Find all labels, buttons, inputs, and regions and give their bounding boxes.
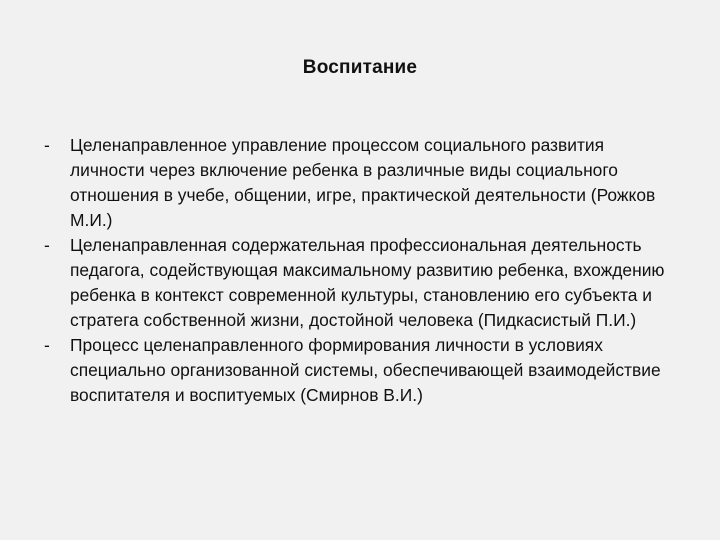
slide-title: [0, 57, 720, 79]
list-item-text: Процесс целенаправленного формирования личности в условиях специально организованной системы, обеспечивающей взаимодействие воспитателя и воспитуемых (Смирнов В.И.): [70, 335, 661, 405]
bullet-dash: -: [44, 135, 50, 155]
list-item: [44, 133, 674, 233]
bullet-dash: -: [44, 235, 50, 255]
slide-title-text: Воспитание: [302, 57, 418, 78]
list-item-text: Целенаправленная содержательная профессиональная деятельность педагога, содействующая максимальному развитию ребенка, вхождению ребенка в контекст современной культуры, становлению его субъекта и стратега собственной жизни, достойной человека (Пидкасистый П.И.): [70, 235, 665, 330]
definition-list: [44, 133, 674, 408]
list-item: [44, 233, 674, 333]
list-item-text: Целенаправленное управление процессом социального развития личности через включение ребенка в различные виды социального отношения в учебе, общении, игре, практической деятельности (Рожков М.И.): [70, 135, 656, 230]
bullet-dash: -: [44, 335, 50, 355]
list-item: [44, 333, 674, 408]
